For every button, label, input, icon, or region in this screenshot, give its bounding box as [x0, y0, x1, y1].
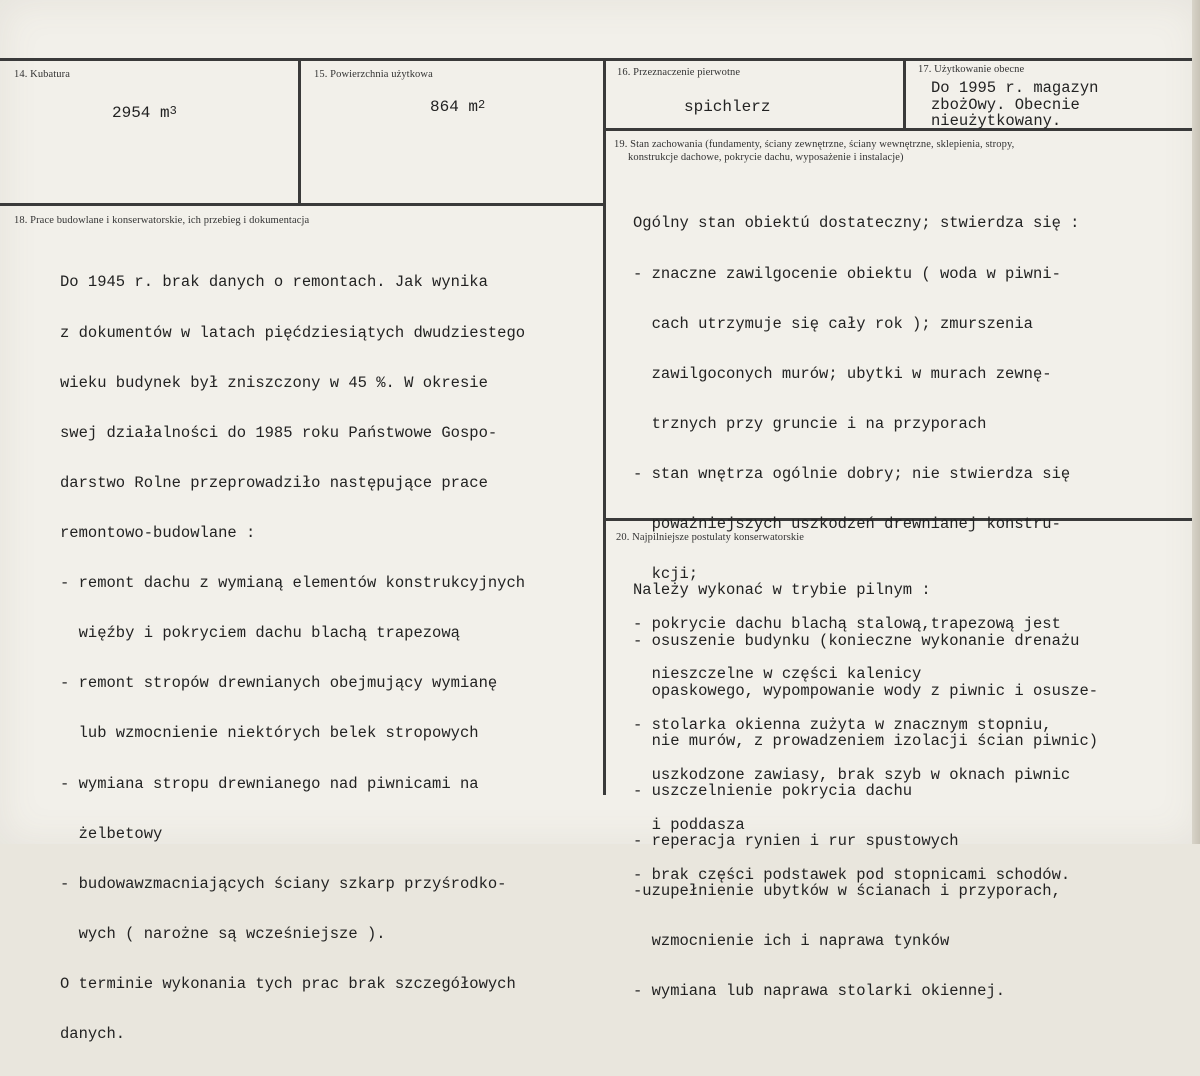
top-rule [0, 58, 1192, 61]
text-line: wieku budynek był zniszczony w 45 %. W okresie [60, 373, 488, 392]
field-17-label: 17. Użytkowanie obecne [918, 64, 1025, 75]
text-line: - stan wnętrza ogólnie dobry; nie stwierdza się [633, 464, 1071, 483]
field-20-label: 20. Najpilniejsze postulaty konserwatorskie [616, 532, 805, 543]
text-line: z dokumentów w latach pięćdziesiątych dwudziestego [60, 323, 526, 342]
divider-16-17 [903, 58, 906, 130]
text-line: i poddasza [633, 815, 745, 834]
field-16-value: spichlerz [684, 98, 771, 116]
text-line: - wymiana lub naprawa stolarki okiennej. [633, 982, 1006, 1001]
volume-value: 2954 m [112, 104, 170, 122]
text-line: wych ( narożne są wcześniejsze ). [60, 924, 386, 943]
text-line: kcji; [633, 565, 699, 584]
text-line: - znaczne zawilgocenie obiektu ( woda w piwni- [633, 264, 1061, 283]
text-line: więźby i pokryciem dachu blachą trapezową [60, 624, 460, 643]
text-line: - stolarka okienna zużyta w znacznym stopniu, [633, 715, 1052, 734]
text-line: - brak części podstawek pod stopnicami schodów. [633, 865, 1071, 884]
field-17-text [931, 80, 1098, 130]
text-line: - budowawzmacniających ściany szkarp przyśrodko- [60, 874, 507, 893]
text-line: opaskowego, wypompowanie wody z piwnic i osusze- [633, 681, 1099, 700]
text-line: Ogólny stan obiektú dostateczny; stwierdza się : [633, 214, 1080, 233]
text-line: nieużytkowany. [931, 112, 1062, 131]
divider-14-15 [298, 58, 301, 204]
text-line: nieszczelne w części kalenicy [633, 665, 922, 684]
rule-under-17 [606, 128, 1192, 131]
area-unit-superscript: 2 [478, 98, 486, 112]
text-line: -uzupełnienie ubytków w ścianach i przyporach, [633, 882, 1061, 901]
text-line: trznych przy gruncie i na przyporach [633, 414, 987, 433]
field-18-label: 18. Prace budowlane i konserwatorskie, ich przebieg i dokumentacja [14, 215, 310, 226]
text-line: - pokrycie dachu blachą stalową,trapezową jest [633, 615, 1061, 634]
text-line: zbożOwy. Obecnie [931, 95, 1080, 114]
volume-unit-superscript: 3 [169, 104, 177, 118]
field-15-value [430, 98, 485, 116]
text-line: darstwo Rolne przeprowadziło następujące prace [60, 473, 488, 492]
field-19-label-line: 19. Stan zachowania (fundamenty, ściany zewnętrzne, ściany wewnętrzne, sklepienia, stropy, [614, 139, 1015, 150]
text-line: Należy wykonać w trybie pilnym : [633, 581, 931, 600]
text-line: - osuszenie budynku (konieczne wykonanie drenażu [633, 631, 1080, 650]
text-line: Do 1945 r. brak danych o remontach. Jak wynika [60, 273, 488, 292]
card-right-edge [1192, 0, 1200, 844]
field-19-label [614, 138, 1014, 164]
text-line: danych. [60, 1025, 126, 1044]
text-line: swej działalności do 1985 roku Państwowe Gospo- [60, 423, 498, 442]
text-line: - remont dachu z wymianą elementów konstrukcyjnych [60, 574, 526, 593]
text-line: poważniejszych uszkodzeń drewnianej konstru- [633, 515, 1061, 534]
text-line: remontowo-budowlane : [60, 523, 256, 542]
field-14-label: 14. Kubatura [14, 69, 71, 80]
text-line: uszkodzone zawiasy, brak szyb w oknach piwnic [633, 765, 1071, 784]
text-line: Do 1995 r. magazyn [931, 79, 1099, 97]
text-line: - reperacja rynien i rur spustowych [633, 831, 959, 850]
field-14-value [112, 104, 177, 122]
text-line: lub wzmocnienie niektórych belek stropowych [60, 724, 479, 743]
text-line: nie murów, z prowadzeniem izolacji ścian piwnic) [633, 731, 1099, 750]
text-line: wzmocnienie ich i naprawa tynków [633, 932, 950, 951]
field-15-label: 15. Powierzchnia użytkowa [314, 69, 433, 80]
rule-under-14-15 [0, 203, 603, 206]
text-line: zawilgoconych murów; ubytki w murach zewnę- [633, 364, 1052, 383]
field-20-text [633, 549, 1098, 1033]
area-value: 864 m [430, 98, 479, 116]
text-line: żelbetowy [60, 824, 163, 843]
divider-15-16 [603, 58, 606, 795]
field-19-label-line: konstrukcje dachowe, pokrycie dachu, wyposażenie i instalacje) [628, 152, 904, 163]
text-line: - wymiana stropu drewnianego nad piwnicami na [60, 774, 479, 793]
text-line: O terminie wykonania tych prac brak szczegółowych [60, 974, 516, 993]
text-line: - uszczelnienie pokrycia dachu [633, 781, 913, 800]
field-18-text [60, 241, 525, 1076]
field-16-label: 16. Przeznaczenie pierwotne [617, 67, 741, 78]
text-line: - remont stropów drewnianych obejmujący wymianę [60, 674, 498, 693]
text-line: cach utrzymuje się cały rok ); zmurszenia [633, 314, 1033, 333]
